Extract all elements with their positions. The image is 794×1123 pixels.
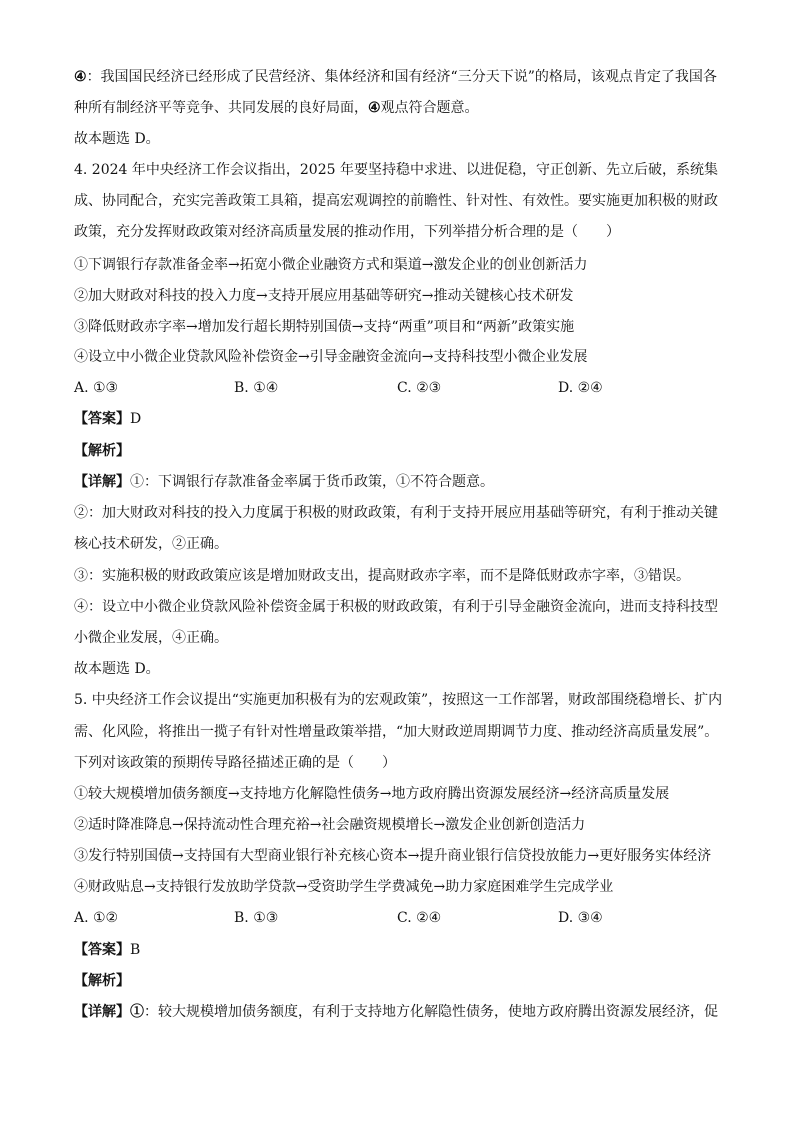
q3-conclusion: 故本题选 D。 [74, 131, 160, 147]
q5-option-c: C. ②④ [397, 910, 442, 926]
q4-item-4: ④设立中小微企业贷款风险补偿资金→引导金融资金流向→支持科技型小微企业发展 [74, 349, 588, 365]
q4-item-3: ③降低财政赤字率→增加发行超长期特别国债→支持“两重”项目和“两新”政策实施 [74, 319, 575, 335]
q4-answer-value: D [130, 411, 142, 427]
q5-answer-value: B [130, 942, 141, 958]
q5-option-d: D. ③④ [558, 910, 603, 926]
q4-detail-1-text: ①：下调银行存款准备金率属于货币政策，①不符合题意。 [130, 474, 494, 490]
q4-detail-4-line2: 小微企业发展，④正确。 [74, 630, 228, 646]
q5-detail-1-text: ：较大规模增加债务额度，有利于支持地方化解隐性债务，使地方政府腾出资源发展经济，促 [144, 1004, 718, 1020]
q4-item-2: ②加大财政对科技的投入力度→支持开展应用基础等研究→推动关键核心技术研发 [74, 288, 574, 304]
q4-item-1: ①下调银行存款准备金率→拓宽小微企业融资方式和渠道→激发企业的创业创新活力 [74, 257, 588, 273]
q3-item4-mark: ④ [368, 100, 381, 116]
q5-detail-mark: ① [130, 1004, 144, 1020]
q4-conclusion: 故本题选 D。 [74, 661, 160, 677]
q5-stem-line1: 5. 中央经济工作会议提出“实施更加积极有为的宏观政策”，按照这一工作部署，财政部围绕稳增长、扩内 [74, 692, 723, 708]
q4-detail-2-line2: 核心技术研发，②正确。 [74, 536, 228, 552]
q4-stem-line3: 政策，充分发挥财政政策对经济高质量发展的推动作用，下列举措分析合理的是（ ） [74, 224, 620, 240]
q5-stem-line2: 需、化风险，将推出一揽子有针对性增量政策举措，“加大财政逆周期调节力度、推动经济高质量发展”。 [74, 724, 719, 740]
q5-option-a: A. ①② [74, 910, 119, 926]
q5-item-1: ①较大规模增加债务额度→支持地方化解隐性债务→地方政府腾出资源发展经济→经济高质量发展 [74, 786, 670, 802]
q4-answer-label: 【答案】 [74, 411, 130, 427]
q5-analysis-label: 【解析】 [74, 973, 130, 989]
q4-detail-3: ③：实施积极的财政政策应该是增加财政支出，提高财政赤字率，而不是降低财政赤字率，③错误。 [74, 568, 690, 584]
q4-detail-1 [74, 472, 734, 492]
q4-stem-line1: 4. 2024 年中央经济工作会议指出，2025 年要坚持稳中求进、以进促稳，守正创新、先立后破，系统集 [74, 162, 718, 178]
q3-item4-text2a: 种所有制经济平等竞争、共同发展的良好局面， [74, 100, 368, 116]
q5-item-3: ③发行特别国债→支持国有大型商业银行补充核心资本→提升商业银行信贷投放能力→更好服务实体经济 [74, 848, 712, 864]
q5-item-2: ②适时降准降息→保持流动性合理充裕→社会融资规模增长→激发企业创新创造活力 [74, 817, 586, 833]
q5-detail-1 [74, 1002, 734, 1022]
q4-answer [74, 409, 734, 429]
q4-option-c: C. ②③ [397, 380, 442, 396]
q4-detail-2-line1: ②：加大财政对科技的投入力度属于积极的财政政策，有利于支持开展应用基础等研究，有利于推动关键 [74, 505, 718, 521]
q4-detail-label: 【详解】 [74, 474, 130, 490]
q4-option-d: D. ②④ [558, 380, 603, 396]
q4-option-a: A. ①③ [74, 380, 119, 396]
q3-item4-line1 [74, 67, 734, 87]
q4-analysis-label: 【解析】 [74, 443, 130, 459]
q5-option-b: B. ①③ [234, 910, 279, 926]
q5-item-4: ④财政贴息→支持银行发放助学贷款→受资助学生学费减免→助力家庭困难学生完成学业 [74, 879, 614, 895]
q3-item4-prefix: ④ [74, 69, 87, 85]
q4-detail-4-line1: ④：设立中小微企业贷款风险补偿资金属于积极的财政政策，有利于引导金融资金流向，进而支持科技型 [74, 599, 718, 615]
q5-answer [74, 940, 734, 960]
q5-detail-label: 【详解】 [74, 1004, 130, 1020]
q5-stem-line3: 下列对该政策的预期传导路径描述正确的是（ ） [74, 755, 396, 771]
q4-stem-line2: 成、协同配合，充实完善政策工具箱，提高宏观调控的前瞻性、针对性、有效性。要实施更加积极的财政 [74, 193, 718, 209]
q3-item4-text2b: 观点符合题意。 [380, 100, 479, 116]
q3-item4-text1: ：我国国民经济已经形成了民营经济、集体经济和国有经济“三分天下说”的格局，该观点肯定了我国各 [86, 69, 717, 85]
q5-answer-label: 【答案】 [74, 942, 130, 958]
q4-option-b: B. ①④ [234, 380, 279, 396]
q3-item4-line2 [74, 98, 734, 118]
